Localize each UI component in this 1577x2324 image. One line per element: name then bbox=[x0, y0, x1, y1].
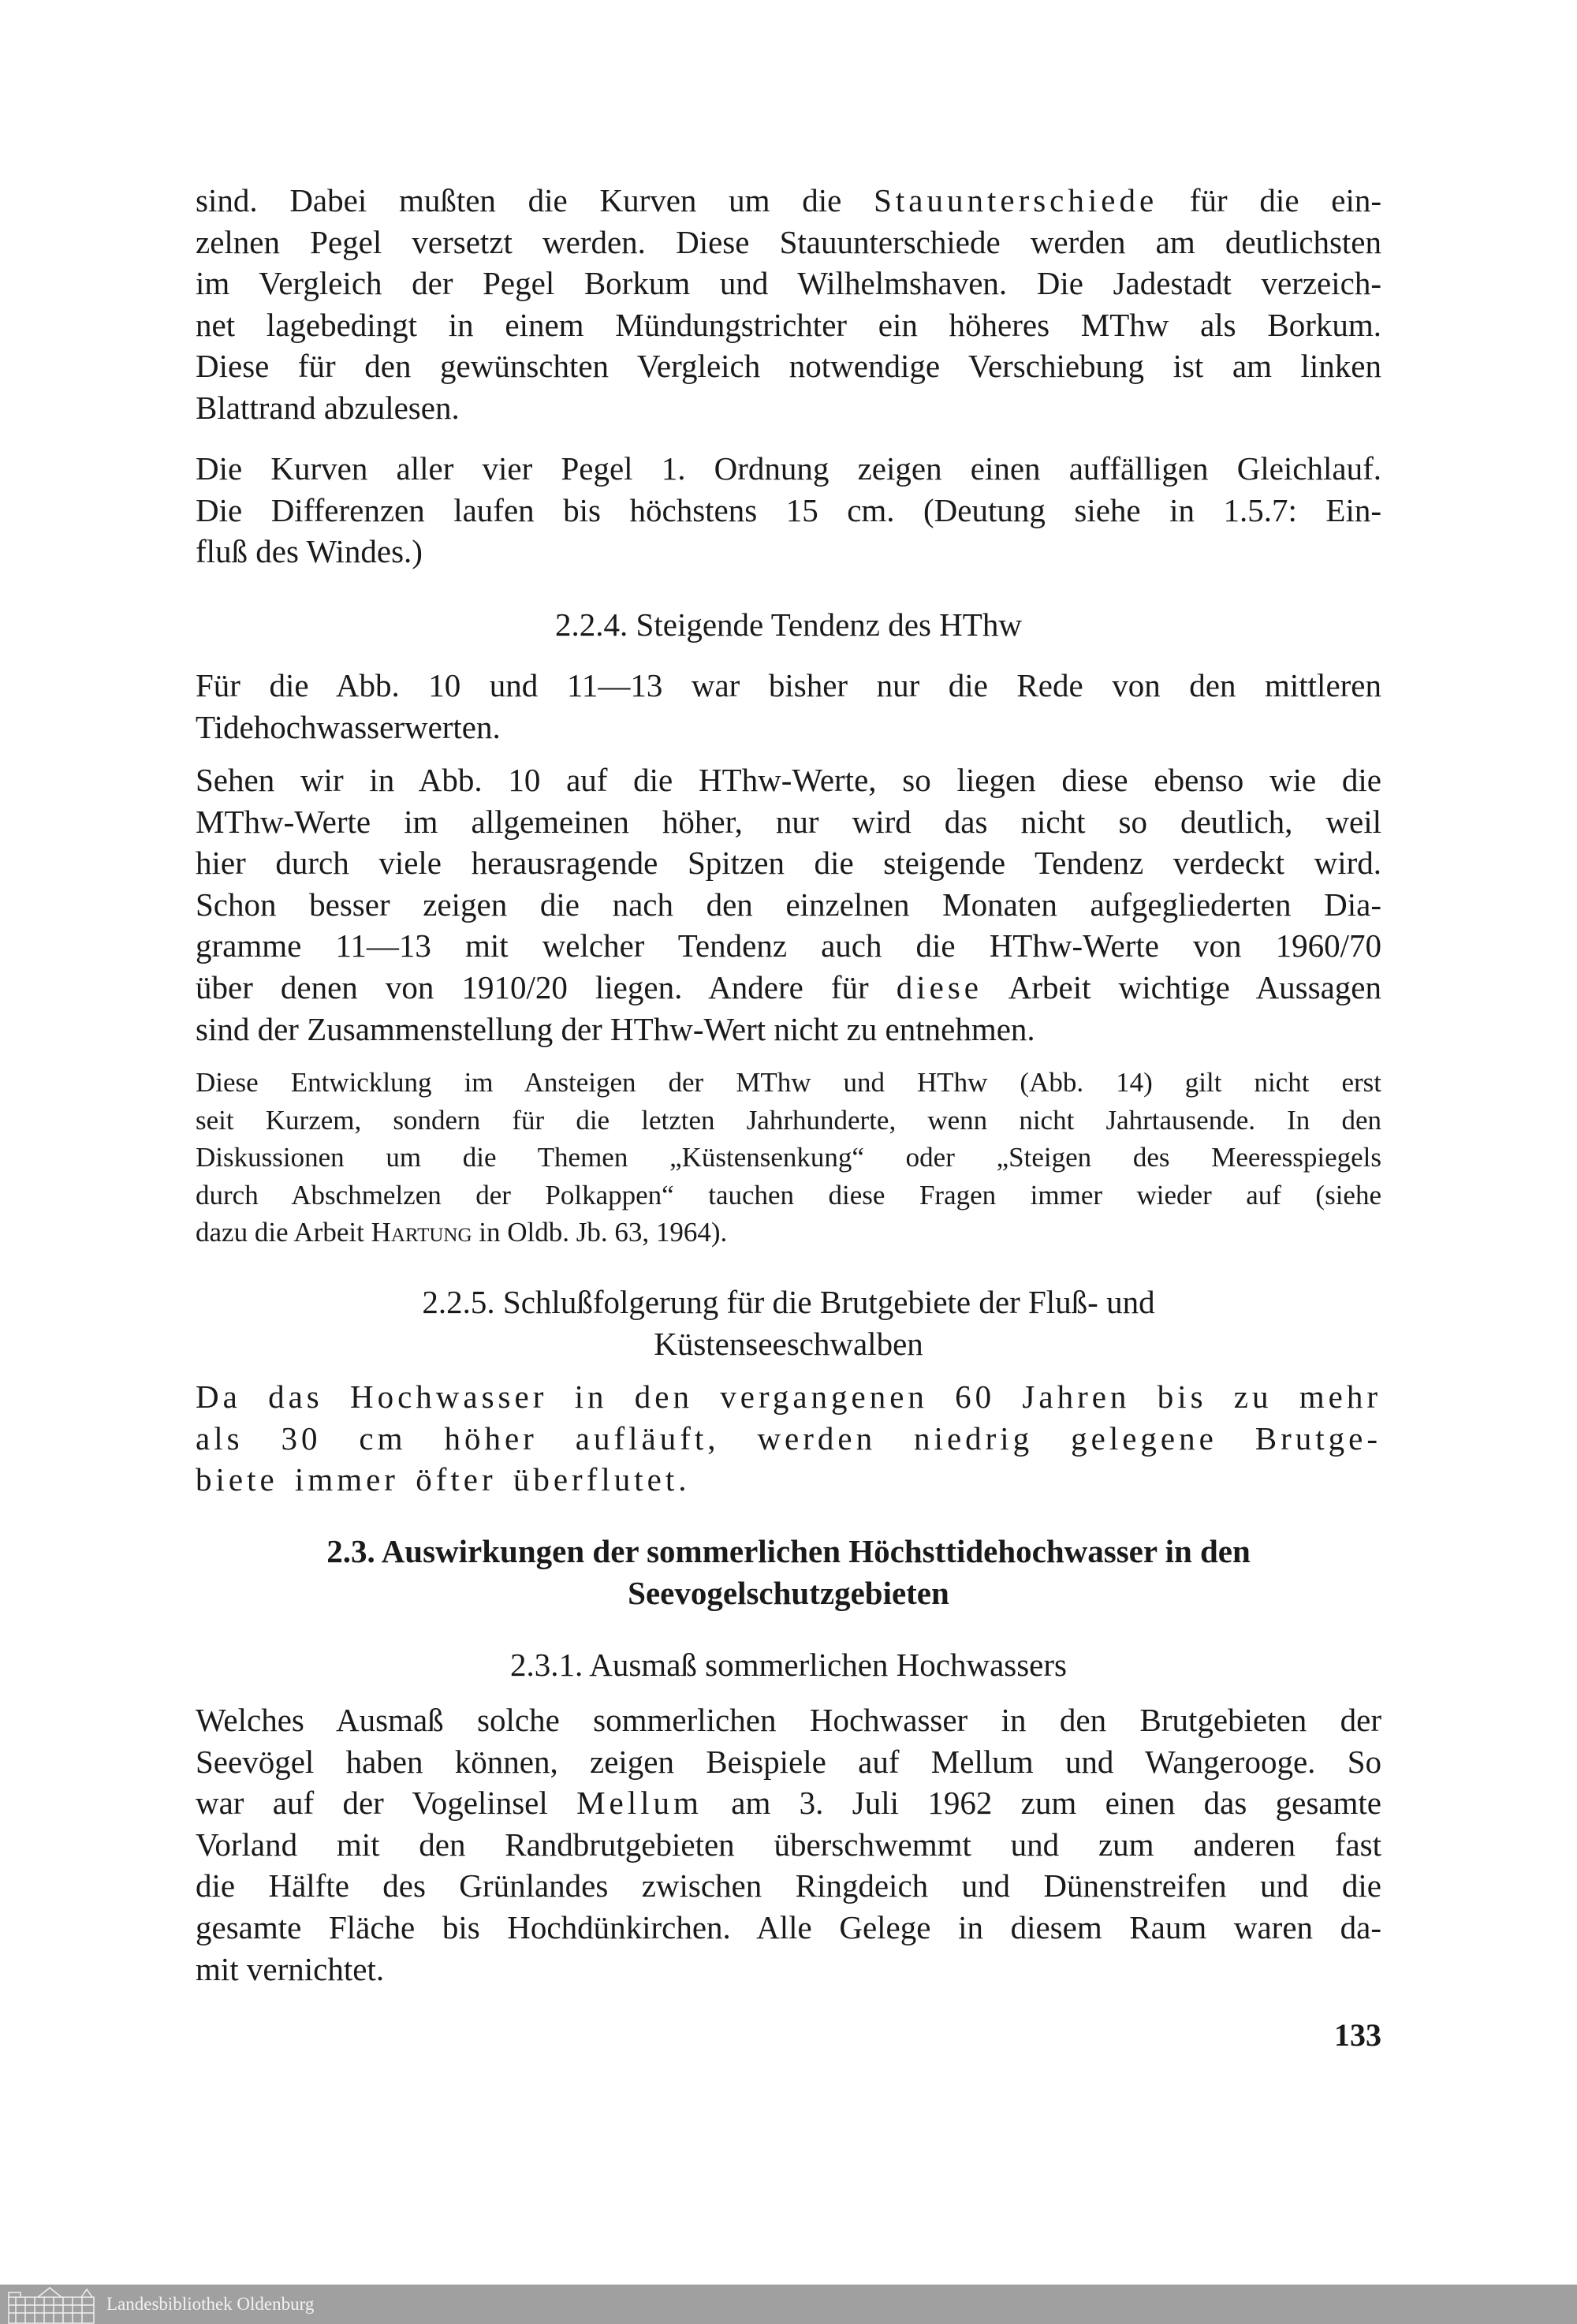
text-segment: MThw-Werte im allgemeinen höher, nur wird das nicht so deutlich, weil bbox=[196, 803, 1381, 840]
text-segment: Tidehochwasserwerten. bbox=[196, 708, 501, 745]
page-number: 133 bbox=[1334, 2017, 1381, 2053]
text-segment: Schon besser zeigen die nach den einzelnen Monaten aufgegliederten Dia- bbox=[196, 886, 1381, 923]
text-segment: gesamte Fläche bis Hochdünkirchen. Alle Gelege in diesem Raum waren da- bbox=[196, 1908, 1381, 1945]
spaced-emphasis: diese bbox=[896, 968, 982, 1005]
text-segment: Seevogelschutzgebieten bbox=[628, 1574, 949, 1611]
text-line bbox=[196, 1323, 1381, 1365]
paragraph bbox=[196, 180, 1381, 429]
paragraph bbox=[196, 1064, 1381, 1252]
text-segment: 2.3. Auswirkungen der sommerlichen Höchsttidehochwasser in den bbox=[326, 1533, 1251, 1569]
text-line bbox=[196, 759, 1381, 801]
text-line bbox=[196, 180, 1381, 222]
text-line bbox=[196, 801, 1381, 843]
text-line bbox=[196, 707, 1381, 748]
text-line bbox=[196, 1177, 1381, 1214]
text-line bbox=[196, 925, 1381, 967]
text-segment: die Hälfte des Grünlandes zwischen Ringdeich und Dünenstreifen und die bbox=[196, 1867, 1381, 1904]
text-line bbox=[196, 1907, 1381, 1949]
text-segment: Küstenseeschwalben bbox=[654, 1325, 923, 1362]
text-segment: durch Abschmelzen der Polkappen“ tauchen diese Fragen immer wieder auf (siehe bbox=[196, 1179, 1381, 1210]
text-segment: war auf der Vogelinsel bbox=[196, 1785, 577, 1822]
text-line bbox=[196, 1699, 1381, 1741]
text-segment: Diese Entwicklung im Ansteigen der MThw und HThw (Abb. 14) gilt nicht erst bbox=[196, 1067, 1381, 1098]
text-line bbox=[196, 1949, 1381, 1990]
text-segment: Die Differenzen laufen bis höchstens 15 cm. (Deutung siehe in 1.5.7: Ein- bbox=[196, 491, 1381, 528]
text-line bbox=[196, 1139, 1381, 1177]
text-line bbox=[196, 345, 1381, 387]
text-line bbox=[196, 304, 1381, 346]
text-line bbox=[196, 1064, 1381, 1102]
text-line bbox=[196, 1281, 1381, 1323]
text-segment: zelnen Pegel versetzt werden. Diese Stauunterschiede werden am deutlichsten bbox=[196, 223, 1381, 260]
text-segment: Diese für den gewünschten Vergleich notwendige Verschiebung ist am linken bbox=[196, 348, 1381, 385]
text-segment: seit Kurzem, sondern für die letzten Jahrhunderte, wenn nicht Jahrtausende. In den bbox=[196, 1104, 1381, 1136]
text-line bbox=[196, 1865, 1381, 1907]
text-line bbox=[196, 490, 1381, 532]
paragraph bbox=[196, 1699, 1381, 1990]
text-segment: am 3. Juli 1962 zum einen das gesamte bbox=[702, 1785, 1381, 1822]
text-line bbox=[196, 884, 1381, 926]
text-line bbox=[196, 1741, 1381, 1783]
text-line bbox=[196, 1102, 1381, 1140]
text-segment: über denen von 1910/20 liegen. Andere für bbox=[196, 968, 897, 1005]
paragraph bbox=[196, 1376, 1381, 1501]
text-segment: Die Kurven aller vier Pegel 1. Ordnung zeigen einen auffälligen Gleichlauf. bbox=[196, 450, 1381, 487]
text-segment: Diskussionen um die Themen „Küstensenkung“ oder „Steigen des Meeresspiegels bbox=[196, 1142, 1381, 1173]
paragraph bbox=[196, 759, 1381, 1050]
text-line bbox=[196, 1782, 1381, 1824]
text-segment: fluß des Windes.) bbox=[196, 533, 423, 570]
text-segment: biete immer öfter überflutet. bbox=[196, 1461, 691, 1498]
text-line bbox=[196, 1418, 1381, 1460]
spaced-emphasis: Mellum bbox=[576, 1785, 703, 1822]
text-segment: Sehen wir in Abb. 10 auf die HThw-Werte, so liegen diese ebenso wie die bbox=[196, 762, 1381, 798]
text-segment: 2.2.4. Steigende Tendenz des HThw bbox=[555, 606, 1022, 643]
paragraph bbox=[196, 665, 1381, 748]
text-segment: gramme 11—13 mit welcher Tendenz auch die HThw-Werte von 1960/70 bbox=[196, 927, 1381, 964]
text-segment: als 30 cm höher aufläuft, werden niedrig gelegene Brutge- bbox=[196, 1419, 1381, 1457]
text-segment: in Oldb. Jb. 63, 1964). bbox=[472, 1217, 728, 1248]
section-heading bbox=[196, 1281, 1381, 1364]
text-segment: sind der Zusammenstellung der HThw-Wert nicht zu entnehmen. bbox=[196, 1010, 1035, 1047]
paragraph bbox=[196, 448, 1381, 573]
text-line bbox=[196, 448, 1381, 490]
text-line bbox=[196, 967, 1381, 1009]
text-line bbox=[196, 387, 1381, 429]
text-segment: 2.3.1. Ausmaß sommerlichen Hochwassers bbox=[510, 1647, 1067, 1683]
text-segment: im Vergleich der Pegel Borkum und Wilhelmshaven. Die Jadestadt verzeich- bbox=[196, 265, 1381, 302]
text-line bbox=[196, 1572, 1381, 1614]
section-heading bbox=[196, 604, 1381, 646]
footer-bar bbox=[0, 2285, 1577, 2324]
text-segment: net lagebedingt in einem Mündungstrichter ein höheres MThw als Borkum. bbox=[196, 306, 1381, 343]
text-segment: mit vernichtet. bbox=[196, 1950, 385, 1987]
text-segment: Vorland mit den Randbrutgebieten überschwemmt und zum anderen fast bbox=[196, 1826, 1381, 1863]
text-line bbox=[196, 1824, 1381, 1866]
author-name: Hartung bbox=[371, 1217, 472, 1248]
text-segment: Arbeit wichtige Aussagen bbox=[982, 968, 1381, 1005]
spaced-emphasis: Stauunterschiede bbox=[874, 182, 1158, 218]
text-line bbox=[196, 665, 1381, 707]
text-line bbox=[196, 1644, 1381, 1686]
text-line bbox=[196, 1214, 1381, 1252]
text-line bbox=[196, 842, 1381, 884]
text-line bbox=[196, 222, 1381, 263]
text-line bbox=[196, 1009, 1381, 1050]
text-line bbox=[196, 604, 1381, 646]
text-line bbox=[196, 263, 1381, 304]
text-segment: dazu die Arbeit bbox=[196, 1217, 371, 1248]
text-segment: Blattrand abzulesen. bbox=[196, 389, 460, 426]
text-segment: hier durch viele herausragende Spitzen die steigende Tendenz verdeckt wird. bbox=[196, 845, 1381, 882]
text-segment: Da das Hochwasser in den vergangenen 60 Jahren bis zu mehr bbox=[196, 1378, 1381, 1415]
text-segment: Seevögel haben können, zeigen Beispiele auf Mellum und Wangerooge. So bbox=[196, 1743, 1381, 1780]
text-segment: 2.2.5. Schlußfolgerung für die Brutgebiete der Fluß- und bbox=[422, 1284, 1155, 1320]
text-line bbox=[196, 1531, 1381, 1572]
text-line bbox=[196, 531, 1381, 573]
section-heading bbox=[196, 1531, 1381, 1613]
library-building-logo bbox=[6, 2286, 97, 2324]
text-line bbox=[196, 1459, 1381, 1501]
text-segment: sind. Dabei mußten die Kurven um die bbox=[196, 182, 874, 218]
text-line bbox=[196, 1376, 1381, 1418]
text-segment: Für die Abb. 10 und 11—13 war bisher nur die Rede von den mittleren bbox=[196, 667, 1381, 703]
text-segment: Welches Ausmaß solche sommerlichen Hochwasser in den Brutgebieten der bbox=[196, 1702, 1381, 1738]
text-segment: für die ein- bbox=[1158, 182, 1381, 218]
section-heading bbox=[196, 1644, 1381, 1686]
library-name: Landesbibliothek Oldenburg bbox=[106, 2294, 315, 2314]
